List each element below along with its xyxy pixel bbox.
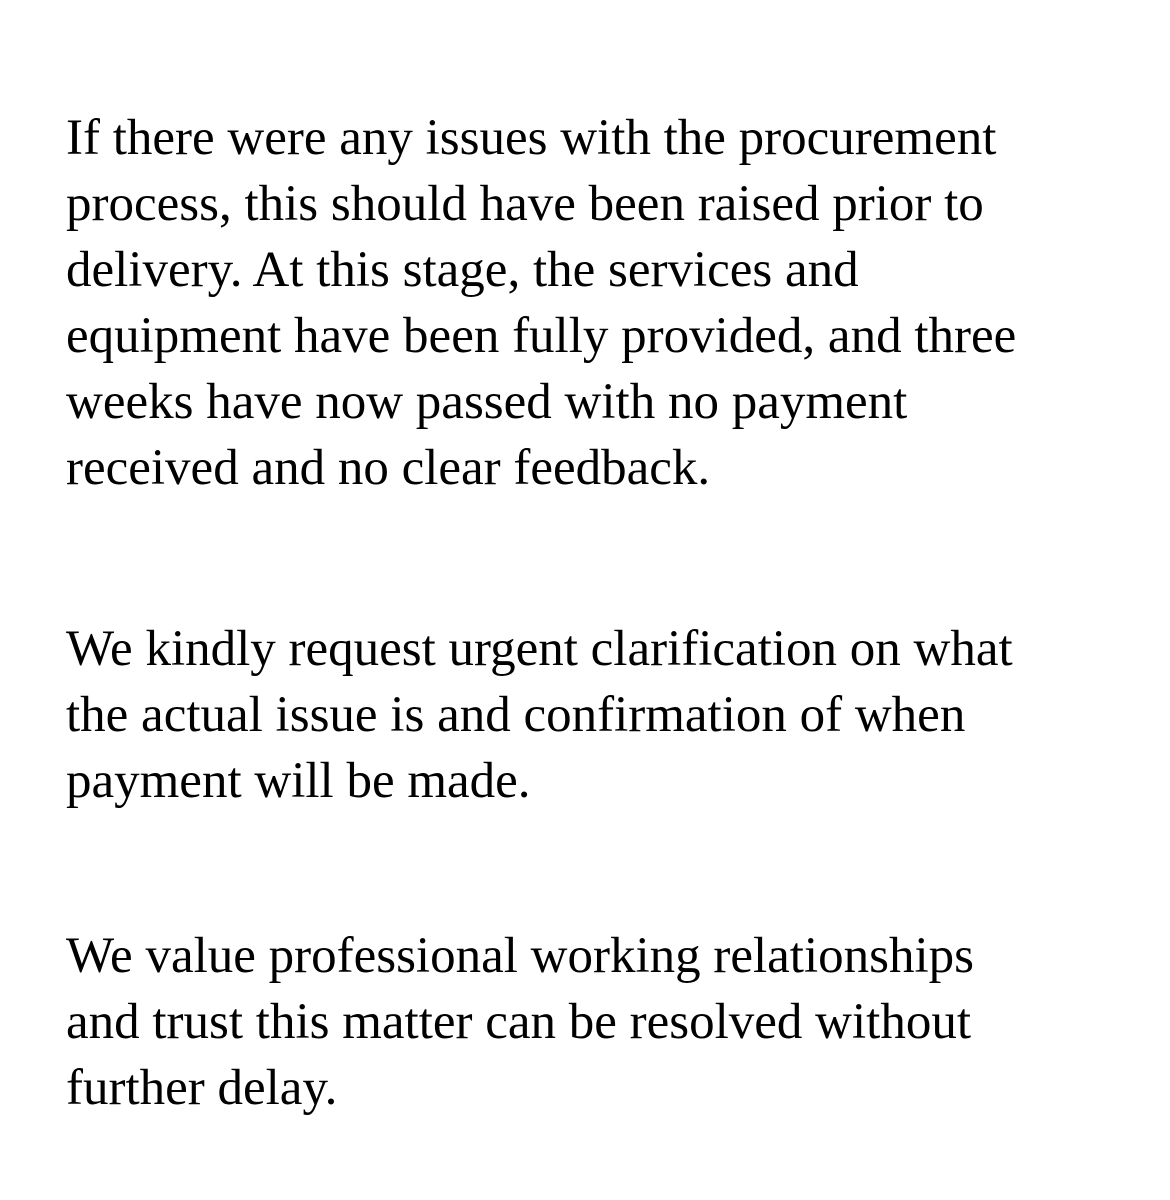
paragraph-clarification-request bbox=[66, 616, 1156, 814]
text-line: further delay. bbox=[66, 1060, 338, 1116]
text-line: We kindly request urgent clarification on what bbox=[66, 621, 1013, 677]
paragraph-closing-statement bbox=[66, 923, 1156, 1121]
text-line: the actual issue is and confirmation of when bbox=[66, 687, 966, 743]
text-line: process, this should have been raised prior to bbox=[66, 176, 984, 232]
text-line: received and no clear feedback. bbox=[66, 440, 711, 496]
text-line: delivery. At this stage, the services and bbox=[66, 242, 859, 298]
text-line: If there were any issues with the procurement bbox=[66, 110, 997, 166]
text-line: payment will be made. bbox=[66, 753, 531, 809]
text-line: and trust this matter can be resolved without bbox=[66, 994, 972, 1050]
text-line: We value professional working relationships bbox=[66, 928, 975, 984]
text-line: equipment have been fully provided, and three bbox=[66, 308, 1017, 364]
paragraph-procurement-issues bbox=[66, 105, 1156, 501]
text-line: weeks have now passed with no payment bbox=[66, 374, 908, 430]
